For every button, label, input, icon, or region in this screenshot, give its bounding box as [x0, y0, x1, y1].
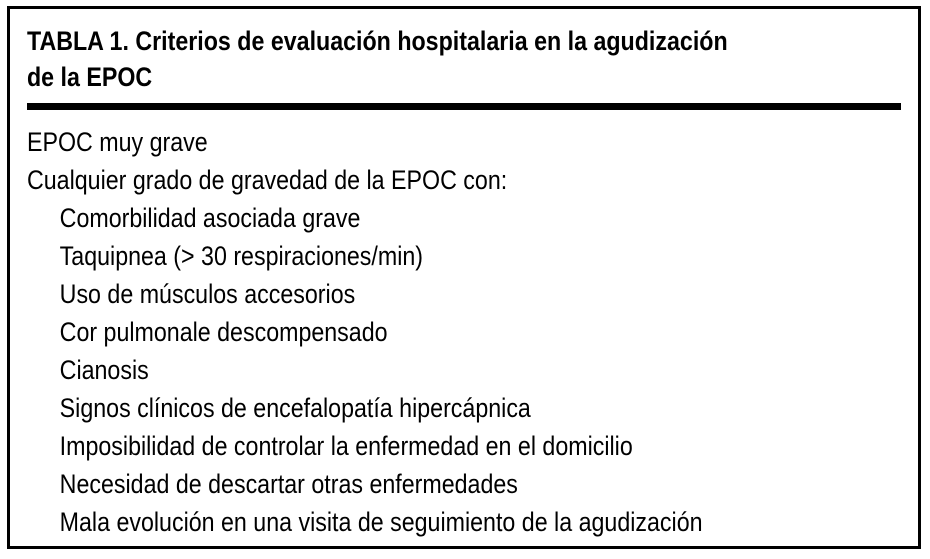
- criteria-list: [27, 123, 703, 541]
- criteria-subitem: Cor pulmonale descompensado: [59, 317, 388, 347]
- criteria-subitem: Comorbilidad asociada grave: [59, 203, 361, 233]
- table-title-line-2: de la EPOC: [27, 62, 153, 92]
- table-title: [27, 23, 784, 95]
- criteria-subitem: Imposibilidad de controlar la enfermedad en el domicilio: [59, 431, 633, 461]
- criteria-subitem: Taquipnea (> 30 respiraciones/min): [59, 241, 424, 271]
- criteria-item: Cualquier grado de gravedad de la EPOC con:: [27, 165, 508, 195]
- table-title-line-1: TABLA 1. Criterios de evaluación hospitalaria en la agudización: [27, 26, 728, 56]
- table-box: [7, 6, 921, 549]
- criteria-subitem: Signos clínicos de encefalopatía hipercápnica: [59, 393, 531, 423]
- criteria-item: EPOC muy grave: [27, 127, 208, 157]
- title-divider: [27, 103, 901, 110]
- criteria-subitem: Mala evolución en una visita de seguimiento de la agudización: [59, 507, 703, 537]
- criteria-subitem: Uso de músculos accesorios: [59, 279, 356, 309]
- criteria-subitem: Cianosis: [59, 355, 149, 385]
- criteria-subitem: Necesidad de descartar otras enfermedades: [59, 469, 518, 499]
